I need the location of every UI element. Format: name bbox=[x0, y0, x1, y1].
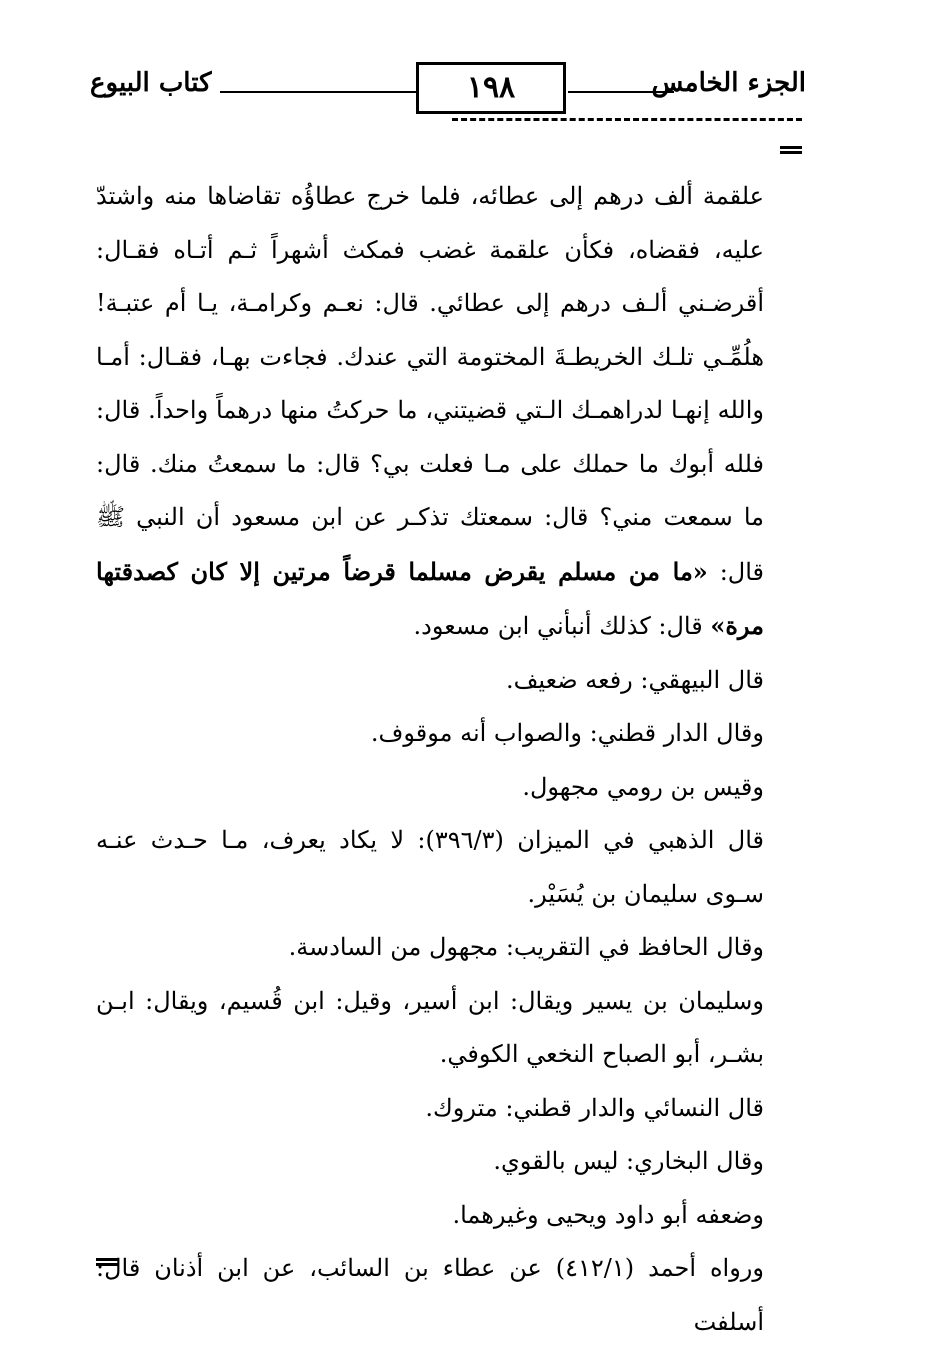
text-line: قال البيهقي: رفعه ضعيف. bbox=[505, 665, 764, 694]
text-line: وقال البخاري: ليس بالقوي. bbox=[493, 1147, 764, 1175]
continuation-mark-bottom bbox=[96, 1258, 118, 1266]
continuation-mark-top bbox=[780, 146, 802, 154]
text-line: وضعفه أبو داود ويحيى وغيرهما. bbox=[452, 1200, 764, 1229]
text-line: وقيس بن رومي مجهول. bbox=[522, 772, 764, 801]
volume-title: الجزء الخامس bbox=[651, 68, 806, 98]
text-line: قال الذهبي في الميزان (٣٩٦/٣): لا يكاد يعرف، مـا حـدث عنـه سـوى سليمان بن يُسَيْر. bbox=[96, 826, 764, 908]
paragraph-text-before: علقمة ألف درهم إلى عطائه، فلما خرج عطاؤُه تقاضاها منه واشتدّ عليه، فقضاه، فكأن علقمة غضب فمكث أشهراً ثـم أتـاه فقـال: أقرضـني ألـف درهم إلى عطائي. قال: نعـم وكرامـة، يـا أم عتبـة! هلُمِّـي تلـك الخريطـةَ المختومة التي عندك. فجاءت بهـا، فقـال: أمـا والله إنهـا لدراهمـك الـتي قضيتني، ما حركتُ منها درهماً واحداً. قال: فلله أبوك ما حملك على مـا فعلت بي؟ قال: ما سمعتُ منك. قال: ما سمعت مني؟ قال: سمعتك تذكـر عن ابن مسعود أن النبي ﷺ قال: bbox=[96, 182, 765, 586]
text-line: قال النسائي والدار قطني: متروك. bbox=[425, 1093, 764, 1122]
paragraph-text-after: قال: كذلك أنبأني ابن مسعود. bbox=[413, 612, 711, 640]
hadith-quote: «ما من مسلم يقرض مسلما قرضاً مرتين إلا كان كصدقتها مرة» bbox=[96, 556, 764, 640]
text-line: ورواه أحمد (٤١٢/١) عن عطاء بن السائب، عن ابن أذنان قال: أسلفت bbox=[96, 1254, 764, 1336]
text-line: وقال الحافظ في التقريب: مجهول من السادسة. bbox=[288, 933, 764, 961]
page-header bbox=[90, 60, 806, 110]
text-line: وقال الدار قطني: والصواب أنه موقوف. bbox=[370, 719, 764, 747]
dashed-separator bbox=[452, 118, 802, 121]
book-title: كتاب البيوع bbox=[90, 68, 212, 98]
opening-paragraph bbox=[96, 170, 764, 654]
main-text bbox=[96, 170, 764, 1349]
header-rule-right bbox=[568, 91, 674, 93]
header-rule-left bbox=[220, 91, 416, 93]
text-line: وسليمان بن يسير ويقال: ابن أسير، وقيل: ابن قُسيم، ويقال: ابـن بشـر، أبو الصباح النخعي الكوفي. bbox=[96, 986, 764, 1068]
page-number: ١٩٨ bbox=[416, 62, 566, 114]
